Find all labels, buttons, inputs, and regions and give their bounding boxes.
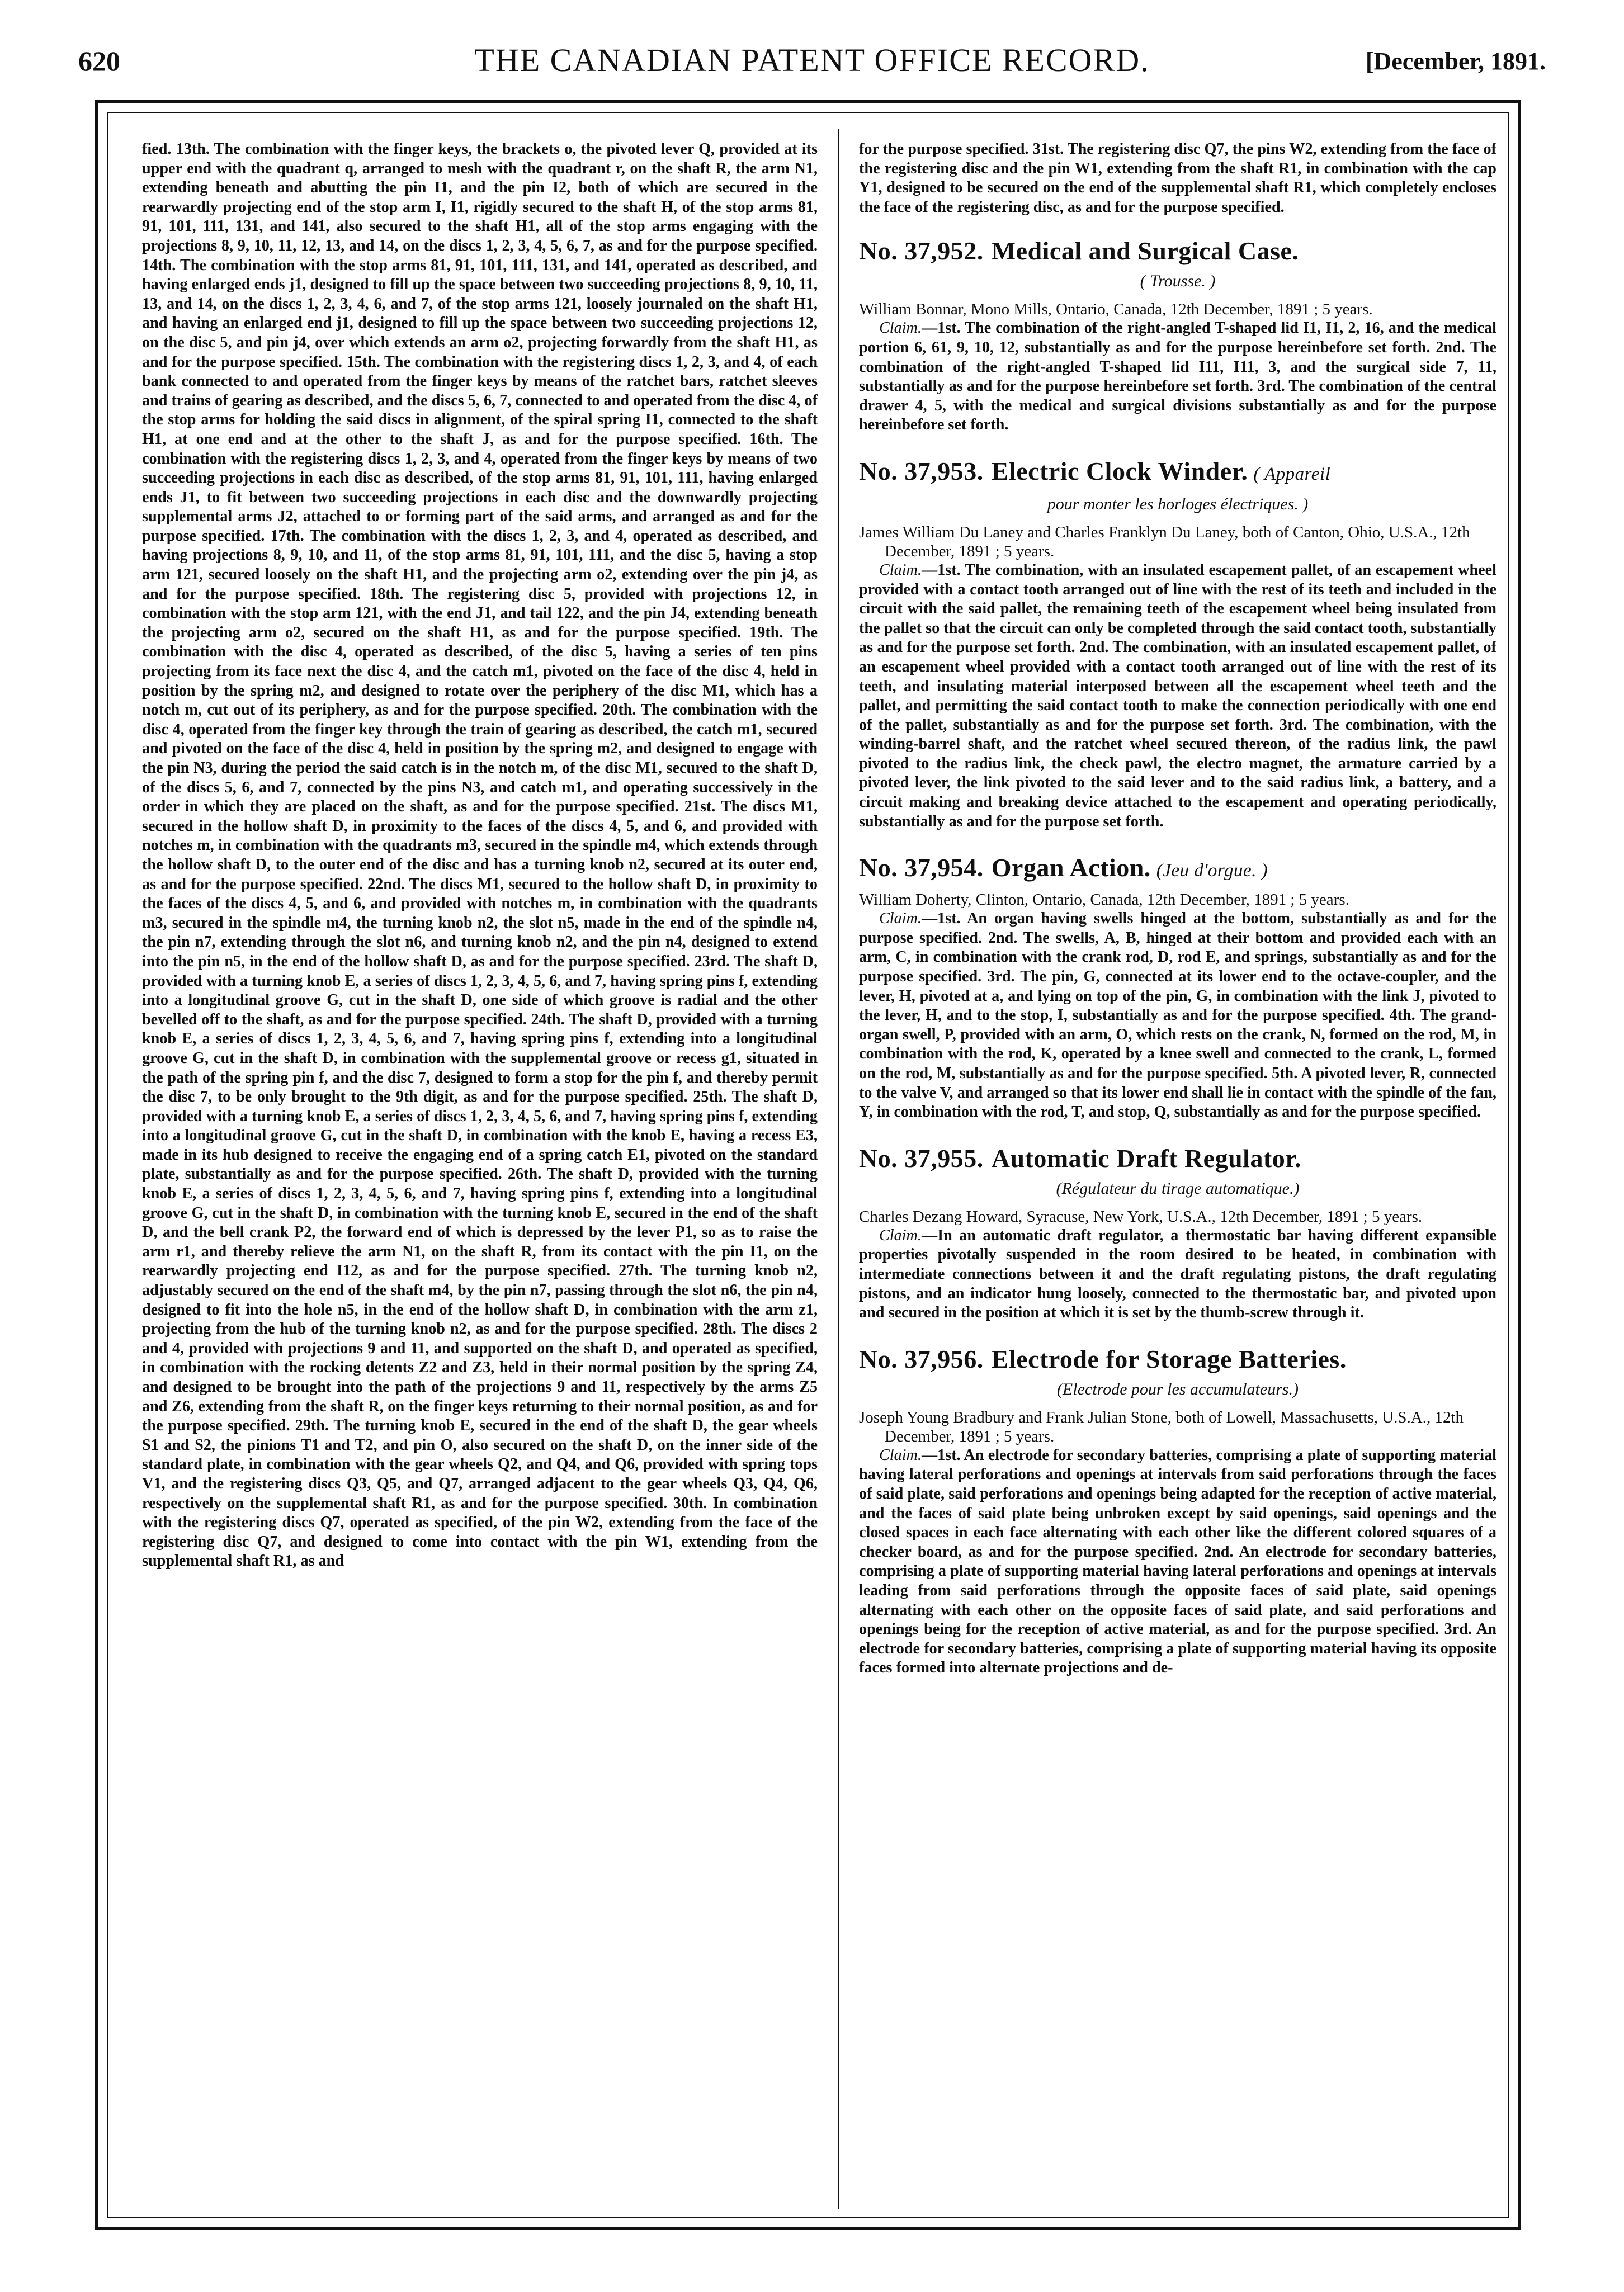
patent-number: No. 37,952. <box>859 237 984 266</box>
patentee-text: William Doherty, Clinton, Ontario, Canada, 12th December, 1891 ; 5 years. <box>859 891 1349 909</box>
claim-body: —In an automatic draft regulator, a thermostatic bar having different expansible properties pivotally suspended in the room desired to be heated, in combination with intermediate connections between it and the draft regulating pistons, the draft regulating pistons, and an indicator hung loosely, connected to the thermostatic bar, and pivoted upon and secured in the position at which it is set by the thumb-screw through it. <box>859 1226 1496 1322</box>
entry-heading <box>859 236 1496 266</box>
patent-entry-37952 <box>859 236 1496 435</box>
column-rule <box>838 129 839 2209</box>
patentee-text: Charles Dezang Howard, Syracuse, New York, U.S.A., 12th December, 1891 ; 5 years. <box>859 1207 1423 1226</box>
claim-text <box>859 319 1496 435</box>
claim-label: Claim. <box>879 1446 922 1464</box>
page-header <box>78 35 1546 91</box>
patent-title: Medical and Surgical Case. <box>991 237 1299 266</box>
french-title: (Régulateur du tirage automatique.) <box>1056 1179 1300 1198</box>
patent-title: Electric Clock Winder. <box>991 456 1248 485</box>
entry-heading <box>859 1344 1496 1374</box>
entry-heading <box>859 456 1496 489</box>
page-number: 620 <box>78 45 120 77</box>
patent-title: Electrode for Storage Batteries. <box>991 1344 1347 1373</box>
patent-entry-37955 <box>859 1143 1496 1323</box>
french-title: ( Trousse. ) <box>1140 272 1216 291</box>
left-column <box>142 140 818 2209</box>
patent-title: Organ Action. <box>991 853 1151 882</box>
claim-text <box>859 1446 1496 1678</box>
patentee-line <box>859 300 1496 319</box>
claim-text <box>859 1226 1496 1323</box>
entry-heading <box>859 1143 1496 1174</box>
entry-heading <box>859 853 1496 886</box>
claim-label: Claim. <box>879 910 922 928</box>
patent-number: No. 37,953. <box>859 456 984 485</box>
patent-entry-37954 <box>859 853 1496 1122</box>
patentee-line <box>859 1408 1496 1446</box>
french-title: pour monter les horloges électriques. ) <box>1047 494 1309 513</box>
running-title: THE CANADIAN PATENT OFFICE RECORD. <box>474 42 1150 78</box>
claim-text <box>859 909 1496 1122</box>
patent-number: No. 37,955. <box>859 1143 984 1173</box>
continued-claim-text: for the purpose specified. 31st. The registering disc Q7, the pins W2, extending from the face of the registering disc and the pin W1, extending from the shaft R1, in combination with the cap Y1, designed to be secured on the end of the supplemental shaft R1, which completely encloses the face of the registering disc, as and for the purpose specified. <box>859 140 1496 216</box>
patent-title: Automatic Draft Regulator. <box>991 1143 1301 1173</box>
patentee-text: Joseph Young Bradbury and Frank Julian Stone, both of Lowell, Massachusetts, U.S.A., 12th December, 1891 ; 5 years. <box>859 1408 1464 1445</box>
page-frame <box>95 100 1521 2230</box>
french-title-inline: ( Appareil <box>1253 464 1331 484</box>
patentee-text: William Bonnar, Mono Mills, Ontario, Canada, 12th December, 1891 ; 5 years. <box>859 300 1373 319</box>
claim-body: —1st. The combination, with an insulated escapement pallet, of an escapement wheel provided with a contact tooth arranged out of line with the rest of its teeth and included in the circuit with the said pallet, the remaining teeth of the escapement wheel being insulated from the pallet so that the circuit can only be completed through the said contact tooth, substantially as and for the purpose set forth. 2nd. The combination, with an insulated escapement pallet, of an escapement wheel provided with a contact tooth arranged out of line with the rest of its teeth, and insulating material interposed between all the escapement wheel teeth and the pallet, and permitting the said contact tooth to make the connection periodically with one end of the pallet, substantially as and for the purpose set forth. 3rd. The combination, with the winding-barrel shaft, and the ratchet wheel secured thereon, of the radius link, the pawl pivoted to the radius link, the check pawl, the electro magnet, the armature carried by a pivoted lever, the link pivoted to the said lever and to the said radius link, a battery, and a circuit making and breaking device attached to the escapement and operating periodically, substantially as and for the purpose set forth. <box>859 561 1496 830</box>
patent-number: No. 37,954. <box>859 853 984 882</box>
page-date: [December, 1891. <box>1365 48 1546 75</box>
patent-entry-37953 <box>859 456 1496 831</box>
claim-body: —1st. The combination of the right-angled T-shaped lid I1, I1, 2, 16, and the medical portion 6, 61, 9, 10, 12, substantially as and for the purpose hereinbefore set forth. 2nd. The combination of the right-angled T-shaped lid I11, I11, 3, and the surgical side 7, 11, substantially as and for the purpose hereinbefore set forth. 3rd. The combination of the central drawer 4, 5, with the medical and surgical divisions substantially as and for the purpose hereinbefore set forth. <box>859 319 1496 434</box>
claim-label: Claim. <box>879 319 922 337</box>
claim-label: Claim. <box>879 1226 922 1244</box>
patentee-line <box>859 1207 1496 1226</box>
patentee-line <box>859 523 1496 561</box>
left-column-text: fied. 13th. The combination with the finger keys, the brackets o, the pivoted lever Q, provided at its upper end with the quadrant q, arranged to mesh with the quadrant r, on the shaft R, the arm N1, extending beneath and abutting the pin I1, and the pin I2, both of which are secured in the rearwardly projecting end of the stop arm I, I1, rigidly secured to the shaft H, of the stop arms 81, 91, 101, 111, 131, and 141, also secured to the shaft H1, all of the stop arms engaging with the projections 8, 9, 10, 11, 12, 13, and 14, on the discs 1, 2, 3, 4, 5, 6, 7, as and for the purpose specified. 14th. The combination with the stop arms 81, 91, 101, 111, 131, and 141, operated as described, and having enlarged ends j1, designed to fill up the space between two succeeding projections 8, 9, 10, 11, 13, and 14, on the discs 1, 2, 3, 4, 6, and 7, of the stop arms 121, loosely journaled on the shaft H1, and having an enlarged end j1, designed to fill up the space between two succeeding projections 12, on the disc 5, and pin j4, over which extends an arm o2, projecting forwardly from the shaft H1, as and for the purpose specified. 15th. The combination with the registering discs 1, 2, 3, and 4, of each bank connected to and operated from the finger keys by means of the ratchet bars, ratchet sleeves and trains of gearing as described, and the discs 5, 6, 7, connected to and operated from the disc 4, of the stop arms for holding the said discs in alignment, of the spiral spring I1, connected to the shaft H1, at one end and at the other to the shaft J, as and for the purpose specified. 16th. The combination with the registering discs 1, 2, 3, and 4, operated from the finger keys by means of two succeeding projections in each disc as described, of the stop arms 81, 91, 101, 111, having enlarged ends J1, to fit between two succeeding projections in each disc and the downwardly projecting supplemental arms J2, attached to or forming part of the said arms, and arranged as and for the purpose specified. 17th. The combination with the discs 1, 2, 3, and 4, operated as described, and having projections 8, 9, 10, and 11, of the stop arms 81, 91, 101, 111, and the disc 5, having a stop arm 121, secured loosely on the shaft H1, and the projecting arm o2, extending over the pin j4, as and for the purpose specified. 18th. The registering disc 5, provided with projections 12, in combination with the stop arm 121, with the end J1, and tail 122, and the pin J4, extending beneath the projecting arm o2, secured on the shaft H1, as and for the purpose specified. 19th. The combination with the disc 4, operated as described, of the disc 5, having a series of ten pins projecting from its face next the disc 4, and the catch m1, pivoted on the face of the disc 4, held in position by the spring m2, and designed to rotate over the periphery of the disc M1, which has a notch m, cut out of its periphery, as and for the purpose specified. 20th. The combination with the disc 4, operated from the finger key through the train of gearing as described, the catch m1, secured and pivoted on the face of the disc 4, held in position by the spring m2, and designed to engage with the pin N3, during the period the said catch is in the notch m, of the disc M1, secured to the shaft D, of the discs 5, 6, and 7, connected by the pins N3, and catch m1, and operating successively in the order in which they are placed on the shaft, as and for the purpose specified. 21st. The discs M1, secured in the hollow shaft D, in proximity to the faces of the discs 4, 5, and 6, and provided with notches m, in combination with the quadrants m3, secured in the spindle m4, which extends through the hollow shaft D, to the outer end of the disc and has a turning knob n2, secured at its outer end, as and for the purpose specified. 22nd. The discs M1, secured to the hollow shaft D, in proximity to the faces of the discs 4, 5, and 6, and provided with notches m, in combination with the quadrants m3, secured in the spindle m4, the turning knob n2, the slot n5, made in the end of the spindle n4, the pin n7, extending through the slot n6, and turning knob n2, and the pin n4, designed to extend into the pin n5, in the end of the hollow shaft D, as and for the purpose specified. 23rd. The shaft D, provided with a turning knob E, a series of discs 1, 2, 3, 4, 5, 6, and 7, having spring pins f, extending into a longitudinal groove G, cut in the shaft D, one side of which groove is radial and the other bevelled off to the shaft, as and for the purpose specified. 24th. The shaft D, provided with a turning knob E, a series of discs 1, 2, 3, 4, 5, 6, and 7, having spring pins f, extending into a longitudinal groove G, cut in the shaft D, in combination with the supplemental groove or recess g1, situated in the path of the spring pin f, and the disc 7, designed to form a stop for the pin f, and thereby permit the disc 7, to be only brought to the 9th digit, as and for the purpose specified. 25th. The shaft D, provided with a turning knob E, a series of discs 1, 2, 3, 4, 5, 6, and 7, having spring pins f, extending into a longitudinal groove G, cut in the shaft D, in combination with the knob E, having a recess E3, made in its hub designed to receive the engaging end of a spring catch E1, pivoted on the standard plate, substantially as and for the purpose specified. 26th. The shaft D, provided with the turning knob E, a series of discs 1, 2, 3, 4, 5, 6, and 7, having spring pins f, extending into a longitudinal groove G, cut in the shaft D, in combination with the turning knob E, secured in the end of the shaft D, and the bell crank P2, the forward end of which is depressed by the lever P1, so as to raise the arm r1, and thereby relieve the arm N1, on the shaft R, from its contact with the pin I1, on the rearwardly projecting end I12, as and for the purpose specified. 27th. The turning knob n2, adjustably secured on the end of the shaft m4, by the pin n7, passing through the slot n6, the pin n4, designed to fit into the hole n5, in the end of the hollow shaft D, in combination with the arm z1, projecting from the hub of the turning knob n2, as and for the purpose specified. 28th. The discs 2 and 4, provided with projections 9 and 11, and supported on the shaft D, and operated as specified, in combination with the rocking detents Z2 and Z3, held in their normal position by the spring Z4, and designed to be brought into the path of the projections 9 and 11, respectively by the arms Z5 and Z6, extending from the shaft R, on the finger keys returning to their normal position, as and for the purpose specified. 29th. The turning knob E, secured in the end of the shaft D, the gear wheels S1 and S2, the pinions T1 and T2, and pin O, also secured on the shaft D, on the inner side of the standard plate, in combination with the gear wheels Q2, and Q4, and Q6, provided with spring tops V1, and the registering discs Q3, Q5, and Q7, arranged adjacent to the gear wheels Q3, Q4, Q6, respectively on the supplemental shaft R1, as and for the purpose specified. 30th. In combination with the registering discs Q7, operated as specified, of the pin W2, extending from the face of the registering disc Q7, and designed to come into contact with the pin W1, extending from the supplemental shaft R1, as and <box>142 140 818 1570</box>
french-title-inline: (Jeu d'orgue. ) <box>1156 861 1268 881</box>
claim-label: Claim. <box>879 561 922 579</box>
claim-body: —1st. An organ having swells hinged at the bottom, substantially as and for the purpose specified. 2nd. The swells, A, B, hinged at their bottom and provided each with an arm, C, in combination with the crank rod, D, rod E, and springs, substantially as and for the purpose specified. 3rd. The pin, G, connected at its lower end to the octave-coupler, and the lever, H, pivoted at a, and lying on top of the pin, G, in combination with the link J, pivoted to the lever, H, and to the stop, I, substantially as and for the purpose specified. 4th. The grand-organ swell, P, provided with an arm, O, which rests on the crank, N, formed on the rod, M, in combination with the rod, K, operated by a knee swell and connected to the crank, L, formed on the rod, M, substantially as and for the purpose specified. 5th. A pivoted lever, R, connected to the valve V, and arranged so that its lower end shall lie in contact with the spindle of the fan, Y, in combination with the rod, T, and stop, Q, substantially as and for the purpose specified. <box>859 910 1496 1121</box>
patent-number: No. 37,956. <box>859 1344 984 1373</box>
patentee-line <box>859 890 1496 909</box>
claim-text <box>859 561 1496 831</box>
claim-body: —1st. An electrode for secondary batteries, comprising a plate of supporting material having lateral perforations and openings at intervals from said perforations through the faces of said plate, said perforations and openings being adapted for the reception of active material, and the faces of said plate being unbroken except by said openings, said openings and the closed spaces in each face alternating with each other like the different colored squares of a checker board, as and for the purpose specified. 2nd. An electrode for secondary batteries, comprising a plate of supporting material having lateral perforations and openings at intervals leading from said perforations through the opposite faces of said plate, said openings alternating with each other on the opposite faces of said plate, and said perforations and openings being for the reception of active material, as and for the purpose specified. 3rd. An electrode for secondary batteries, comprising a plate of supporting material having its opposite faces formed into alternate projections and de- <box>859 1446 1496 1677</box>
patentee-text: James William Du Laney and Charles Franklyn Du Laney, both of Canton, Ohio, U.S.A., 12th December, 1891 ; 5 years. <box>859 523 1470 560</box>
right-column <box>859 140 1496 2209</box>
french-title: (Electrode pour les accumulateurs.) <box>1056 1379 1299 1398</box>
patent-entry-37956 <box>859 1344 1496 1678</box>
